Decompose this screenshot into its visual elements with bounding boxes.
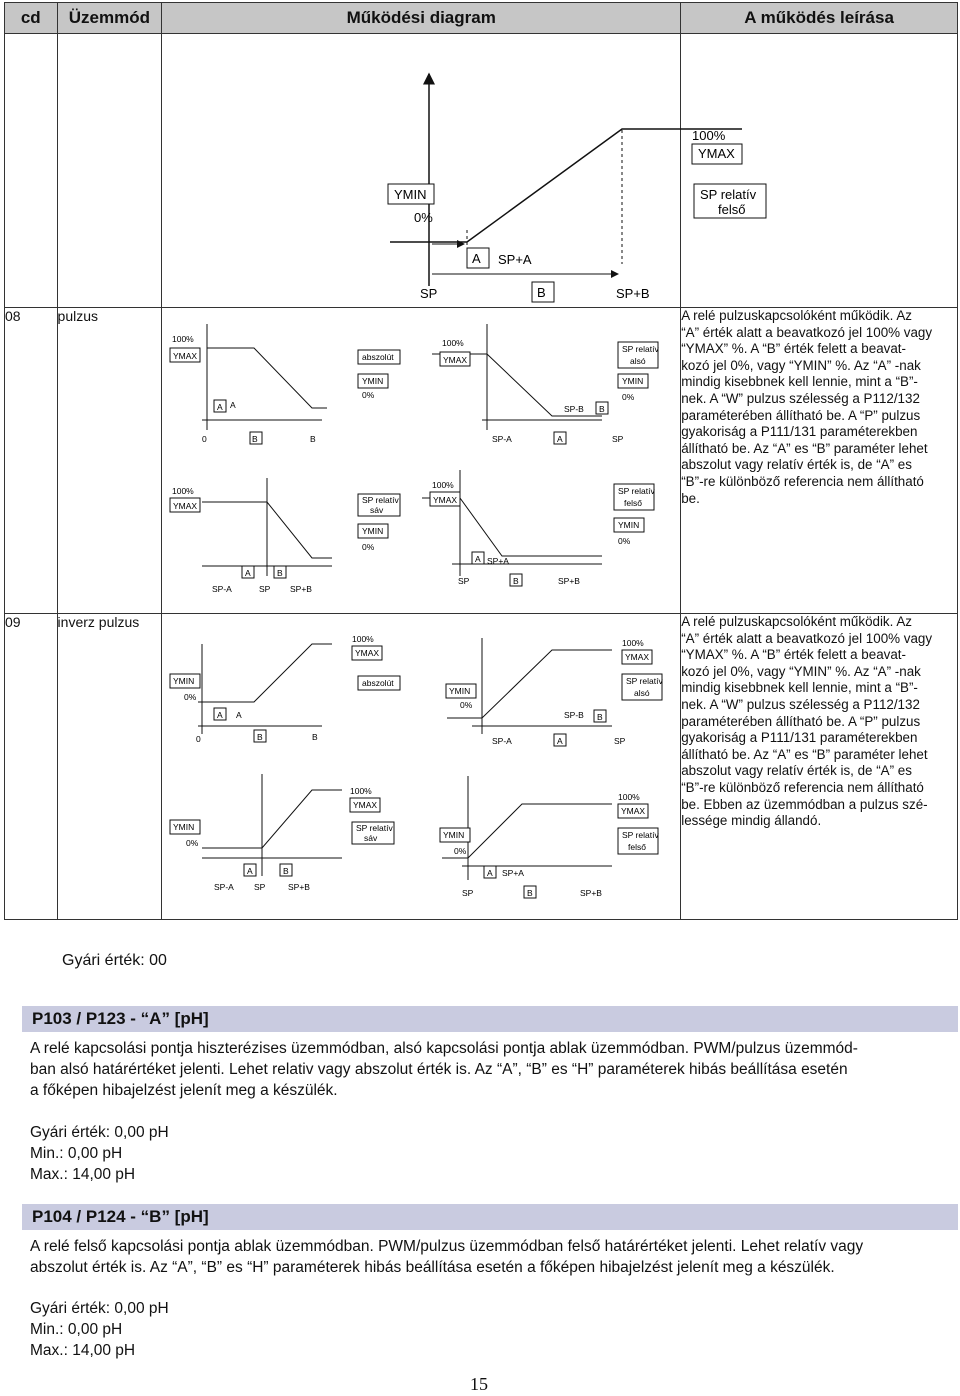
e2-sprel: SP relatív — [626, 676, 663, 686]
e2-sp: SP — [614, 736, 626, 746]
e4-spb: SP+B — [580, 888, 603, 898]
e1-pct0: 0% — [184, 692, 197, 702]
e3-spb: SP+B — [288, 882, 311, 892]
ymax-pct: 100% — [692, 128, 726, 143]
e1-a: A — [236, 710, 242, 720]
d1-zero: 0 — [202, 434, 207, 444]
p104-min: Min.: 0,00 pH — [30, 1321, 123, 1338]
e2-a: A — [557, 736, 563, 746]
e3-sp: SP — [254, 882, 266, 892]
e1-b: B — [312, 732, 318, 742]
e2-ymax: YMAX — [625, 652, 650, 662]
p103-title: P103 / P123 - “A” [pH] — [22, 1006, 958, 1032]
e3-ymin: YMIN — [173, 822, 195, 832]
e1-abszolut: abszolút — [362, 678, 394, 688]
row-08-cd: 08 — [5, 308, 58, 614]
row-09-desc: A relé pulzuskapcsolóként működik. Az “A” érték alatt a beavatkozó jel 100% vagy “YMAX” %. A “B” érték felett a beavat- kozó jel 0%, vagy “YMIN” %. Az “A” -nak mindig kisebbnek kell lennie, mint a “B”- nek. A “W” pulzus szélesség a P112/132 paraméterében állítható be. A “P” pulzus gyakoriság a P111/131 paraméterekben állítható be. Az “A” es “B” paraméter lehet abszolut vagy relatív érték is, de “A” es “B”-re különböző referencia nem állítható be. Ebben az üzemmódban a pulzus szé- lessége mindig állandó. — [681, 614, 958, 920]
sp-rel-label: SP relatív — [700, 187, 757, 202]
d4-felso: felső — [624, 498, 643, 508]
d2-spa: SP-A — [492, 434, 513, 444]
sp-plus-b-label: SP+B — [616, 286, 650, 301]
d3-sprel: SP relatív — [362, 495, 399, 505]
d1-ymax: YMAX — [173, 351, 198, 361]
ymin-pct: 0% — [414, 210, 434, 225]
d4-ymax: YMAX — [433, 495, 458, 505]
mode-table — [4, 2, 958, 920]
a-label: A — [472, 251, 481, 266]
d1-pct100: 100% — [172, 334, 194, 344]
d3-ymin: YMIN — [362, 526, 384, 536]
top-diagram — [162, 34, 757, 302]
e2-pct100: 100% — [622, 638, 644, 648]
p103-values — [30, 1122, 169, 1185]
sp-rel-felso: felső — [718, 202, 746, 217]
d1-a-box: A — [217, 402, 223, 412]
p104-title: P104 / P124 - “B” [pH] — [22, 1204, 958, 1230]
d4-ymin: YMIN — [618, 520, 640, 530]
d4-spb: SP+B — [558, 576, 581, 586]
d1-pct0: 0% — [362, 390, 375, 400]
e4-sp: SP — [462, 888, 474, 898]
row-09-diagram-cell — [162, 614, 681, 920]
e2-pct0: 0% — [460, 700, 473, 710]
p103-body: A relé kapcsolási pontja hiszterézises üzemmódban, alsó kapcsolási pontja ablak üzemmódban. PWM/pulzus üzemmód- ban alsó határértéket jelenti. Lehet relativ vagy abszolut érték is. Az “A”, “B” es “H” paraméterek hibás beállítása esetén a főképen hibajelzést jelenít meg a készülék. — [30, 1040, 858, 1099]
row-08-desc: A relé pulzuskapcsolóként működik. Az “A” érték alatt a beavatkozó jel 100% vagy “YMAX” %. A “B” érték felett a beavat- kozó jel 0%, vagy “YMIN” %. Az “A” -nak mindig kisebbnek kell lennie, mint a “B”- nek. A “W” pulzus szélesség a P112/132 paraméterében állítható be. A “P” pulzus gyakoriság a P111/131 paraméterekben állítható be. Az “A” es “B” paraméter lehet abszolut vagy relatív érték is, de “A” es “B”-re különböző referencia nem állítható be. — [681, 308, 958, 614]
e2-spb: SP-B — [564, 710, 585, 720]
e4-spa: SP+A — [502, 868, 525, 878]
d2-ymin: YMIN — [622, 376, 644, 386]
p104-values — [30, 1298, 169, 1361]
e2-ymin: YMIN — [449, 686, 471, 696]
header-desc: A működés leírása — [681, 3, 958, 34]
e1-pct100: 100% — [352, 634, 374, 644]
e3-pct0: 0% — [186, 838, 199, 848]
d4-pct0: 0% — [618, 536, 631, 546]
e1-ymin: YMIN — [173, 676, 195, 686]
e4-ymax: YMAX — [621, 806, 646, 816]
e1-a-box: A — [217, 710, 223, 720]
e4-felso: felső — [628, 842, 647, 852]
e1-ymax: YMAX — [355, 648, 380, 658]
page-number: 15 — [470, 1374, 488, 1394]
row-08-mode: pulzus — [57, 308, 162, 614]
e4-b: B — [527, 888, 533, 898]
header-cd: cd — [5, 3, 58, 34]
p104-default: Gyári érték: 0,00 pH — [30, 1300, 169, 1317]
e3-pct100: 100% — [350, 786, 372, 796]
d1-b-box: B — [252, 434, 258, 444]
d1-abszolut: abszolút — [362, 352, 394, 362]
e4-a: A — [487, 868, 493, 878]
e2-also: alsó — [634, 688, 650, 698]
p103-min: Min.: 0,00 pH — [30, 1145, 123, 1162]
row-09-cd: 09 — [5, 614, 58, 920]
d2-spb: SP-B — [564, 404, 585, 414]
d4-sp: SP — [458, 576, 470, 586]
p103-default: Gyári érték: 0,00 pH — [30, 1124, 169, 1141]
p104-body: A relé felső kapcsolási pontja ablak üzemmódban. PWM/pulzus üzemmódban felső határértéket jelenti. Lehet relatív vagy abszolut érték is. Az “A”, “B” es “H” paraméterek hibás beállítása esetén a főképen hibajelzést jelenít meg a készülék. — [30, 1238, 864, 1276]
d2-pct100: 100% — [442, 338, 464, 348]
ymax-label: YMAX — [698, 146, 736, 161]
e4-sprel: SP relatív — [622, 830, 659, 840]
sp-label: SP — [420, 286, 438, 301]
row-09-mode: inverz pulzus — [57, 614, 162, 920]
d2-b: B — [599, 404, 605, 414]
d4-pct100: 100% — [432, 480, 454, 490]
d3-b: B — [277, 568, 283, 578]
row-09-diagram — [162, 614, 680, 914]
p104-max: Max.: 14,00 pH — [30, 1342, 136, 1359]
d2-also: alsó — [630, 356, 646, 366]
d3-a: A — [245, 568, 251, 578]
d3-spb: SP+B — [290, 584, 313, 594]
d2-sp: SP — [612, 434, 624, 444]
row-08-diagram — [162, 308, 680, 608]
e3-sav: sáv — [364, 833, 378, 843]
d3-ymax: YMAX — [173, 501, 198, 511]
e1-zero: 0 — [196, 734, 201, 744]
e1-b-box: B — [257, 732, 263, 742]
e4-ymin: YMIN — [443, 830, 465, 840]
b-label: B — [537, 285, 546, 300]
d4-b: B — [513, 576, 519, 586]
e3-ymax: YMAX — [353, 800, 378, 810]
p103-max: Max.: 14,00 pH — [30, 1166, 136, 1183]
d3-pct0: 0% — [362, 542, 375, 552]
d1-a: A — [230, 400, 236, 410]
ymin-label: YMIN — [394, 187, 427, 202]
e2-b: B — [597, 712, 603, 722]
e3-spa: SP-A — [214, 882, 235, 892]
d1-ymin: YMIN — [362, 376, 384, 386]
d4-spa: SP+A — [487, 556, 510, 566]
row-08-diagram-cell — [162, 308, 681, 614]
d4-a: A — [475, 554, 481, 564]
d3-pct100: 100% — [172, 486, 194, 496]
header-mode: Üzemmód — [57, 3, 162, 34]
e4-pct100: 100% — [618, 792, 640, 802]
d2-pct0: 0% — [622, 392, 635, 402]
default-value: Gyári érték: 00 — [62, 952, 167, 969]
header-diagram: Működési diagram — [162, 3, 681, 34]
d4-sprel: SP relatív — [618, 486, 655, 496]
d2-sprel: SP relatív — [622, 344, 659, 354]
e3-a: A — [247, 866, 253, 876]
top-diagram-cell — [162, 34, 757, 308]
e3-sprel: SP relatív — [356, 823, 393, 833]
d2-a: A — [557, 434, 563, 444]
e4-pct0: 0% — [454, 846, 467, 856]
e3-b: B — [283, 866, 289, 876]
d3-sav: sáv — [370, 505, 384, 515]
d1-b: B — [310, 434, 316, 444]
d2-ymax: YMAX — [443, 355, 468, 365]
d3-spa: SP-A — [212, 584, 233, 594]
sp-plus-a-label: SP+A — [498, 252, 532, 267]
e2-spa: SP-A — [492, 736, 513, 746]
d3-sp: SP — [259, 584, 271, 594]
